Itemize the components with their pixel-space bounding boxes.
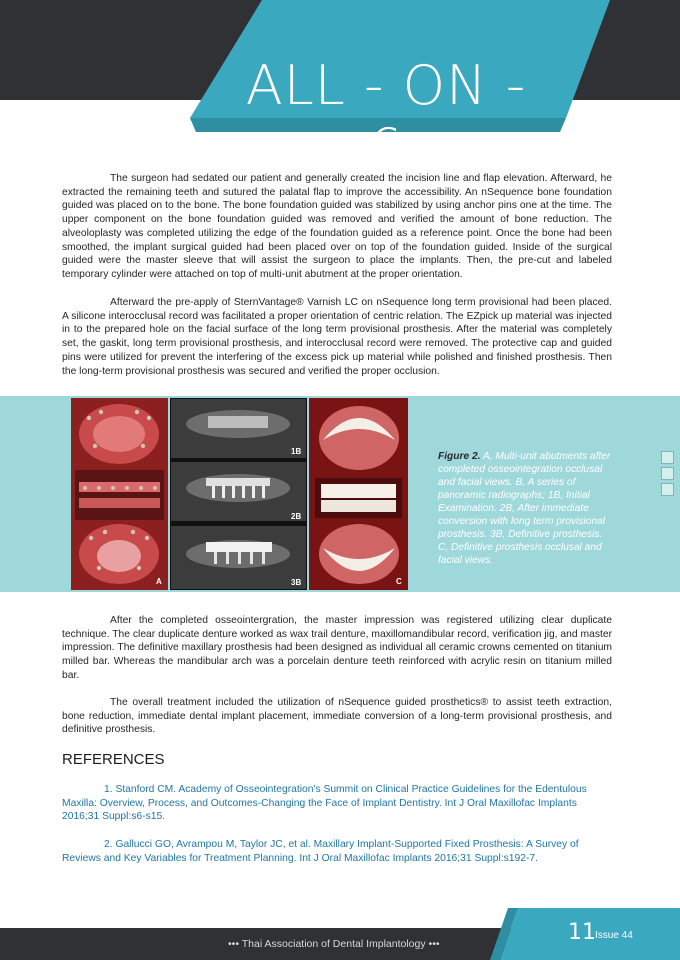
figure-panel-a <box>71 398 168 590</box>
panel-label-2b: 2B <box>291 512 302 521</box>
page-number: 11 <box>568 920 596 945</box>
body-paragraph-3: After the completed osseointergration, the master impression was registered utilizing clear duplicate technique. The clear duplicate denture worked as wax trail denture, maxillomandibular record, verification jig, and master impression. The definitive maxillary prosthesis had been designed as individual all ceramic crowns cemented on titanium milled bar. Whereas the mandibular arch was a porcelain denture teeth reinforced with acrylic resin on titanium milled bar. <box>62 615 612 681</box>
body-paragraph-2: Afterward the pre-apply of SternVantage® Varnish LC on nSequence long term provisional had been placed. A silicone interocclusal record was facilitated a proper orientation of centric relation. The EZpick up material was injected in to the prepared hole on the facial surface of the long term provisional prosthesis. After the material was completely set, the gaskit, long term provisional prosthesis, and interocclusal record were removed. The protective cap and guided pins were utilized for prevent the interfering of the excess pick up material while polished and finished prosthesis. Then the long-term provisional prosthesis was secured and verified the proper occlusion. <box>62 297 612 377</box>
reference-item: 2. Gallucci GO, Avrampou M, Taylor JC, et al. Maxillary Implant-Supported Fixed Prosthesis: A Survey of Reviews and Key Variables for Treatment Planning. Int J Oral Maxillofac Implants 2016;31 Suppl:s192-7. <box>62 839 579 864</box>
figure-caption: Figure 2. A, Multi-unit abutments after completed osseointegration occlusal and facial views. B, A series of panoramic radiographs; 1B, Initial Examination. 2B, After immediate conversion with long term provisional prosthesis. 3B, Definitive prosthesis. C, Definitive prosthesis occlusal and facial views. <box>438 451 611 566</box>
body-paragraph-4: The overall treatment included the utilization of nSequence guided prosthetics® to assist teeth extraction, bone reduction, immediate dental implant placement, immediate conversion of a long-term provisional prosthesis, and definitive prosthesis. <box>62 697 612 736</box>
figure-panel-c <box>309 398 408 590</box>
side-marker <box>661 467 674 480</box>
page-title: ALL - ON - 6 <box>245 54 527 180</box>
panel-label-c: C <box>396 577 402 586</box>
issue-label: Issue 44 <box>595 930 633 941</box>
footer-organization: ••• Thai Association of Dental Implantology ••• <box>228 938 440 950</box>
panel-label-1b: 1B <box>291 447 302 456</box>
panel-label-a: A <box>156 577 162 586</box>
figure-panel-b <box>170 398 307 590</box>
panel-label-3b: 3B <box>291 578 302 587</box>
references-heading: REFERENCES <box>62 751 165 768</box>
side-marker <box>661 483 674 496</box>
body-paragraph-1: The surgeon had sedated our patient and generally created the incision line and flap elevation. Afterward, he extracted the remaining teeth and sutured the palatal flap to improve the accessibility. An nSequence bone foundation guided was placed on to the bone. The bone foundation guided was stabilized by using anchor pins one at the time. The upper component on the bone foundation guided was removed and verified the amount of bone reduction. The alveoloplasty was completed utilizing the edge of the foundation guided as a reference point. Once the bone had been smoothed, the implant surgical guided had been placed over on top of the foundation guided. Inside of the surgical guided were the master sleeve that will assist the surgeon to place the implants. Then, the pre-cut and labeled temporary cylinder were attached on top of multi-unit abutment at the proper orientation. <box>62 173 612 280</box>
side-marker <box>661 451 674 464</box>
reference-item: 1. Stanford CM. Academy of Osseointegration's Summit on Clinical Practice Guidelines for the Edentulous Maxilla: Overview, Process, and Outcomes-Changing the Face of Implant Dentistry. Int J Oral Maxillofac Implants 2016;31 Suppl:s6-s15. <box>62 784 587 823</box>
